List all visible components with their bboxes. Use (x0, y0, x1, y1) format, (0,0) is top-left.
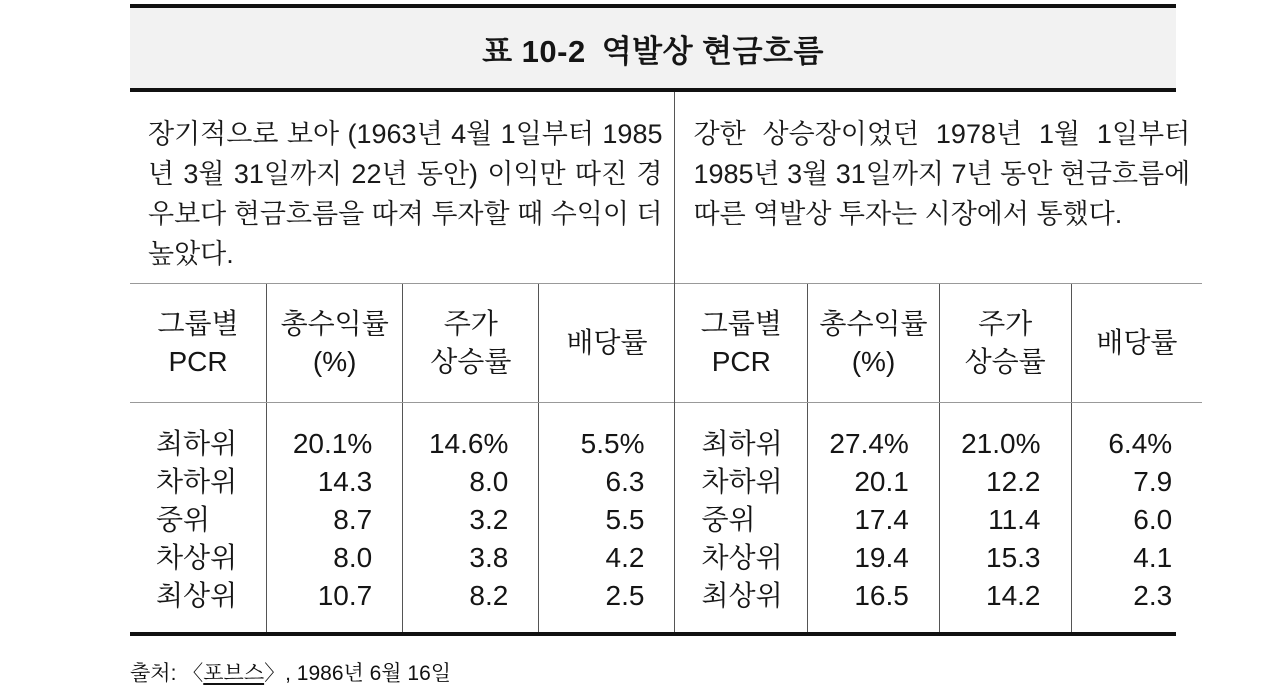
header-line: 총수익률 (280, 308, 389, 339)
header-line: PCR (711, 346, 771, 377)
header-line: 총수익률 (819, 308, 928, 339)
paragraph-line: 강한 상승장이었던 1978년 1월 1일부터 (693, 119, 1191, 149)
row-label: 차하위 (156, 466, 238, 497)
paragraph-line: 높았다. (148, 239, 234, 269)
cell-value: 6.4% (1108, 428, 1173, 459)
cell-value: 3.8 (469, 542, 509, 573)
paragraph-line: 1985년 3월 31일까지 7년 동안 현금흐름에 (693, 159, 1191, 189)
table-number: 표 10-2 (482, 33, 586, 69)
row-label: 최하위 (701, 428, 783, 459)
right-summary-paragraph (675, 92, 1202, 284)
cell-value: 16.5 (854, 580, 909, 611)
left-summary-paragraph (130, 92, 674, 284)
header-cell-group-pcr (675, 284, 807, 402)
left-panel (130, 92, 674, 632)
cell-value: 8.0 (333, 542, 373, 573)
header-line: (%) (312, 346, 357, 377)
header-line: 주가 (443, 308, 498, 339)
dividend-column (538, 403, 674, 632)
cell-value: 5.5 (605, 504, 645, 535)
cell-value: 19.4 (854, 542, 909, 573)
header-line: 배당률 (566, 327, 648, 358)
row-label: 중위 (701, 504, 756, 535)
header-cell-total-return (807, 284, 939, 402)
cell-value: 4.2 (605, 542, 645, 573)
cell-value: 11.4 (988, 504, 1041, 535)
header-line: 상승률 (964, 346, 1046, 377)
header-cell-dividend (1071, 284, 1203, 402)
price-gain-column (939, 403, 1071, 632)
right-panel (674, 92, 1202, 632)
row-label: 중위 (156, 504, 211, 535)
cell-value: 6.3 (605, 466, 645, 497)
price-gain-column (402, 403, 538, 632)
row-label: 최하위 (156, 428, 238, 459)
cell-value: 10.7 (317, 580, 373, 611)
header-cell-price-gain (402, 284, 538, 402)
header-cell-dividend (538, 284, 674, 402)
cell-value: 21.0% (961, 428, 1041, 459)
row-label-column (130, 403, 266, 632)
total-return-column (807, 403, 939, 632)
cell-value: 14.6% (428, 428, 509, 459)
row-label: 차상위 (156, 542, 238, 573)
paragraph-line: 우보다 현금흐름을 따져 투자할 때 수익이 더 (148, 199, 663, 229)
header-line: PCR (168, 346, 228, 377)
header-cell-group-pcr (130, 284, 266, 402)
header-line: 주가 (978, 308, 1033, 339)
cell-value: 4.1 (1133, 542, 1173, 573)
cell-value: 12.2 (986, 466, 1041, 497)
cell-value: 17.4 (854, 504, 909, 535)
row-label: 차하위 (701, 466, 783, 497)
dividend-column (1071, 403, 1203, 632)
paragraph-line: 장기적으로 보아 (1963년 4월 1일부터 1985 (148, 119, 663, 149)
row-label: 차상위 (701, 542, 783, 573)
right-data-grid (675, 403, 1202, 632)
right-header-row (675, 284, 1202, 403)
cell-value: 8.7 (333, 504, 373, 535)
cell-value: 27.4% (829, 428, 909, 459)
cell-value: 14.2 (986, 580, 1041, 611)
cell-value: 20.1 (854, 466, 909, 497)
header-line: 그룹별 (700, 308, 782, 339)
source-prefix: 출처: 〈 (130, 662, 204, 685)
source-suffix: 〉, 1986년 6월 16일 (264, 662, 452, 685)
cell-value: 15.3 (986, 542, 1041, 573)
cell-value: 2.5 (605, 580, 645, 611)
header-line: (%) (851, 346, 896, 377)
cell-value: 3.2 (469, 504, 509, 535)
row-label: 최상위 (701, 580, 783, 611)
cell-value: 8.0 (469, 466, 509, 497)
cell-value: 14.3 (317, 466, 373, 497)
source-note (130, 657, 451, 687)
table-title-band (130, 4, 1176, 92)
header-line: 그룹별 (157, 308, 239, 339)
cell-value: 8.2 (469, 580, 509, 611)
header-line: 상승률 (430, 346, 512, 377)
table-title: 역발상 현금흐름 (601, 33, 824, 69)
table-body-section (130, 92, 1191, 636)
left-header-row (130, 284, 674, 403)
left-data-grid (130, 403, 674, 632)
cell-value: 2.3 (1133, 580, 1173, 611)
header-cell-price-gain (939, 284, 1071, 402)
paragraph-line: 따른 역발상 투자는 시장에서 통했다. (693, 199, 1123, 229)
header-cell-total-return (266, 284, 402, 402)
total-return-column (266, 403, 402, 632)
header-line: 배당률 (1096, 327, 1178, 358)
cell-value: 6.0 (1133, 504, 1173, 535)
cell-value: 20.1% (292, 428, 373, 459)
row-label-column (675, 403, 807, 632)
row-label: 최상위 (156, 580, 238, 611)
document-table (130, 4, 1191, 636)
cell-value: 7.9 (1133, 466, 1173, 497)
cell-value: 5.5% (580, 428, 645, 459)
paragraph-line: 년 3월 31일까지 22년 동안) 이익만 따진 경 (148, 159, 663, 189)
source-publication: 포브스 (203, 662, 265, 685)
